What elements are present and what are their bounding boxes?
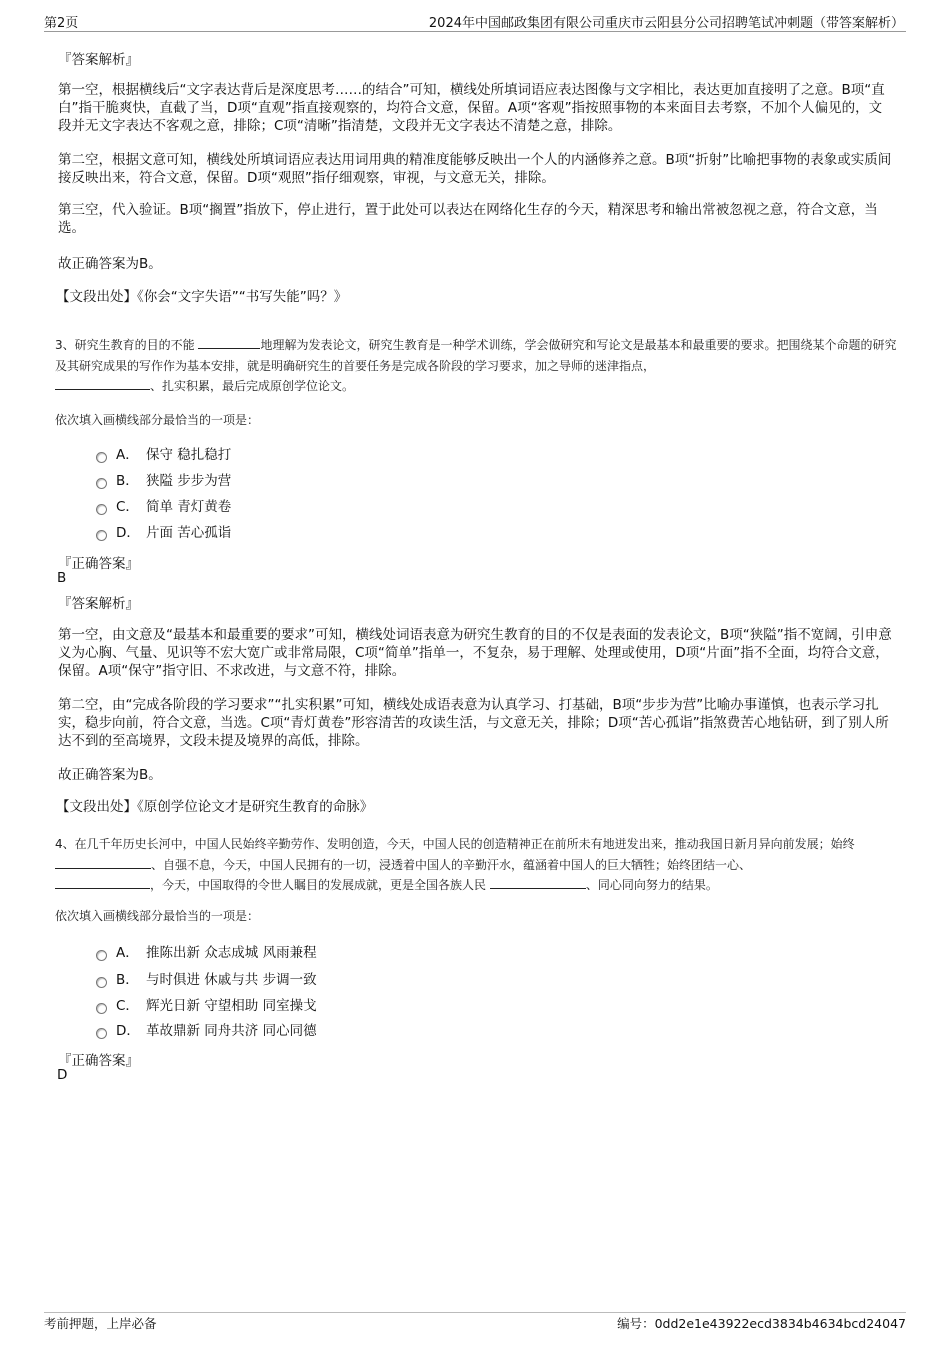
question-4 (55, 834, 900, 896)
option-text: 与时俱进 休戚与共 步调一致 (146, 972, 317, 988)
question-text: 3、研究生教育的目的不能 (55, 338, 199, 352)
option-text: 简单 青灯黄卷 (146, 499, 232, 515)
blank (490, 876, 586, 889)
source: 【文段出处】《原创学位论文才是研究生教育的命脉》 (56, 799, 374, 815)
conclusion: 故正确答案为B。 (58, 767, 162, 783)
question-3 (55, 335, 900, 397)
option-letter: B． (116, 972, 139, 988)
blank (55, 876, 150, 889)
option-text: 保守 稳扎稳打 (146, 447, 232, 463)
footer-divider (44, 1312, 906, 1313)
option-b[interactable] (96, 970, 317, 990)
document-id: 编号：0dd2e1e43922ecd3834b4634bcd24047 (617, 1316, 906, 1331)
option-c[interactable] (96, 497, 231, 517)
correct-answer-label: 『正确答案』 (58, 556, 139, 572)
question-text: 地理解为发表论文，研究生教育是一种学术训练，学会做研究和写论文是最基本和最重要的要求。把围绕某个命题的研究及其研究成果的写作作为基本安排，就是明确研究生的首要任务是完成各阶段的学习要求，加之导师的迷津指点， (55, 338, 897, 373)
radio-button[interactable] (96, 478, 107, 489)
blank (55, 377, 150, 390)
conclusion: 故正确答案为B。 (58, 256, 162, 272)
question-text: ，今天，中国取得的令世人瞩目的发展成就，更是全国各族人民 (150, 878, 490, 892)
analysis-paragraph: 第二空，由“完成各阶段的学习要求”“扎实积累”可知，横线处成语表意为认真学习、打基础，B项“步步为营”比喻办事谨慎，也表示学习扎实，稳步向前，符合文意，当选。C项“青灯黄卷”形容清苦的攻读生活，与文意无关，排除；D项“苦心孤诣”指煞费苦心地钻研，到了别人所达不到的至高境界，文段未提及境界的高低，排除。 (58, 697, 889, 749)
option-letter: D． (116, 525, 140, 541)
radio-button[interactable] (96, 977, 107, 988)
question-text: 4、在几千年历史长河中，中国人民始终辛勤劳作、发明创造，今天，中国人民的创造精神正在前所未有地迸发出来，推动我国日新月异向前发展；始终 (55, 837, 855, 851)
option-text: 片面 苦心孤诣 (146, 525, 232, 541)
radio-button[interactable] (96, 504, 107, 515)
option-letter: C． (116, 998, 139, 1014)
option-a[interactable] (96, 445, 231, 465)
radio-button[interactable] (96, 452, 107, 463)
question-text: 、扎实积累，最后完成原创学位论文。 (150, 379, 355, 393)
option-text: 推陈出新 众志成城 风雨兼程 (146, 945, 317, 961)
blank (198, 336, 260, 349)
analysis-label: 『答案解析』 (58, 596, 139, 612)
radio-button[interactable] (96, 1028, 107, 1039)
option-text: 革故鼎新 同舟共济 同心同德 (146, 1023, 317, 1039)
correct-answer: D (57, 1067, 68, 1083)
option-text: 狭隘 步步为营 (146, 473, 232, 489)
radio-button[interactable] (96, 950, 107, 961)
footer-slogan: 考前押题，上岸必备 (44, 1316, 157, 1331)
option-d[interactable] (96, 523, 231, 543)
option-letter: D． (116, 1023, 140, 1039)
analysis-paragraph: 第二空，根据文意可知，横线处所填词语应表达用词用典的精准度能够反映出一个人的内涵修养之意。B项“折射”比喻把事物的表象或实质间接反映出来，符合文意，保留。D项“观照”指仔细观察，审视，与文意无关，排除。 (58, 152, 892, 186)
option-text: 辉光日新 守望相助 同室操戈 (146, 998, 317, 1014)
question-text: 、自强不息，今天，中国人民拥有的一切，浸透着中国人的辛勤汗水，蕴涵着中国人的巨大牺牲；始终团结一心、 (151, 857, 752, 872)
source: 【文段出处】《你会“文字失语”“书写失能”吗？》 (56, 289, 348, 305)
question-text: 、同心同向努力的结果。 (585, 878, 718, 892)
page-number: 第2页 (44, 16, 79, 31)
option-c[interactable] (96, 996, 317, 1016)
correct-answer-label: 『正确答案』 (58, 1053, 139, 1069)
question-prompt: 依次填入画横线部分最恰当的一项是： (55, 413, 260, 427)
correct-answer: B (57, 570, 67, 586)
blank (55, 856, 151, 869)
analysis-paragraph: 第一空，根据横线后“文字表达背后是深度思考……的结合”可知，横线处所填词语应表达图像与文字相比，表达更加直接明了之意。B项“直白”指干脆爽快，直截了当，D项“直观”指直接观察的，均符合文意，保留。A项“客观”指按照事物的本来面目去考察，不加个人偏见的，文段并无文字表达不客观之意，排除；C项“清晰”指清楚，文段并无文字表达不清楚之意，排除。 (58, 82, 885, 134)
question-prompt: 依次填入画横线部分最恰当的一项是： (55, 909, 260, 923)
analysis-label: 『答案解析』 (58, 52, 139, 68)
radio-button[interactable] (96, 1003, 107, 1014)
option-letter: C． (116, 499, 139, 515)
document-title: 2024年中国邮政集团有限公司重庆市云阳县分公司招聘笔试冲刺题（带答案解析） (428, 16, 904, 31)
option-b[interactable] (96, 471, 231, 491)
option-letter: A． (116, 945, 139, 961)
analysis-paragraph: 第三空，代入验证。B项“搁置”指放下，停止进行，置于此处可以表达在网络化生存的今天，精深思考和输出常被忽视之意，符合文意，当选。 (58, 202, 878, 236)
radio-button[interactable] (96, 530, 107, 541)
option-letter: B． (116, 473, 139, 489)
analysis-paragraph: 第一空，由文意及“最基本和最重要的要求”可知，横线处词语表意为研究生教育的目的不仅是表面的发表论文，B项“狭隘”指不宽阔，引申意义为心胸、气量、见识等不宏大宽广或非常局限，C项“简单”指单一，不复杂，易于理解、处理或使用，D项“片面”指不全面，均符合文意，保留。A项“保守”指守旧、不求改进，与文意不符，排除。 (58, 627, 892, 679)
option-d[interactable] (96, 1021, 317, 1041)
header-divider (44, 31, 906, 32)
option-letter: A． (116, 447, 139, 463)
option-a[interactable] (96, 943, 317, 963)
